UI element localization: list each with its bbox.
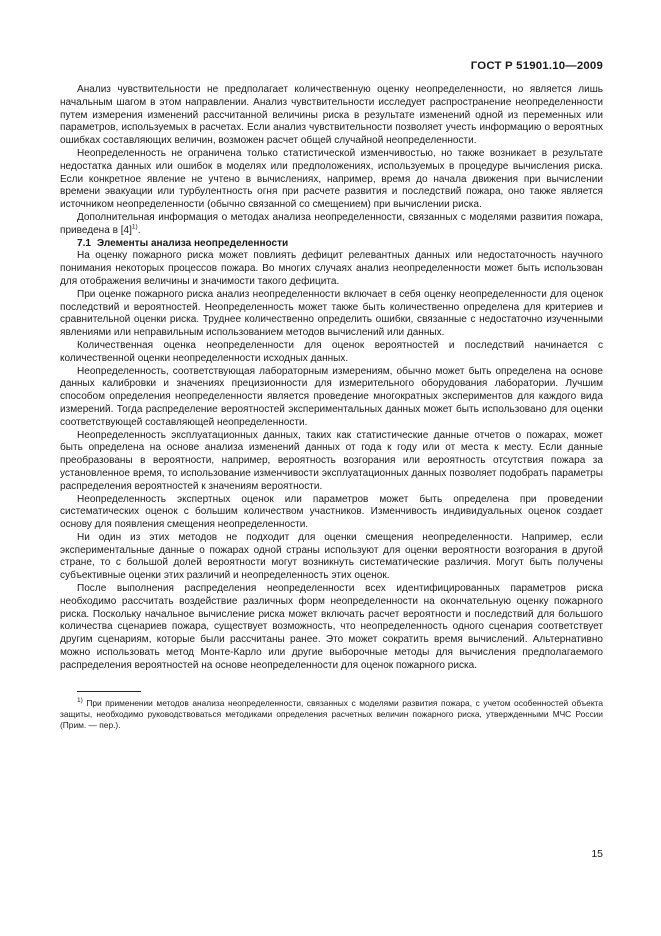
paragraph: Количественная оценка неопределенности для оценок вероятностей и последствий начинается с количественной оценки неопределенности исходных данных. <box>60 339 603 364</box>
paragraph-reference-end: . <box>137 224 141 236</box>
paragraph: Ни один из этих методов не подходит для оценки смещения неопределенности. Например, если экспериментальные данные о пожарах одной страны используют для оценки вероятности возгорания в другой стране, то с большой долей вероятности могут возникнуть систематические различия. Могут быть получены субъективные оценки этих различий и неопределенность этих оценок. <box>60 531 603 582</box>
footnote <box>60 698 603 732</box>
paragraph: На оценку пожарного риска может повлиять дефицит релевантных данных или недостаточность научного понимания некоторых процессов пожара. Во многих случаях анализ неопределенности может быть использован для отображения величины и значимости такого дефицита. <box>60 250 603 287</box>
paragraph-group-section <box>60 250 603 672</box>
section-title: Элементы анализа неопределенности <box>96 237 289 249</box>
section-heading <box>60 238 603 251</box>
paragraph: Неопределенность не ограничена только статистической изменчивостью, но также возникает в результате недостатка данных или ошибок в моделях или предположениях, используемых в процедуре вычисления риска. Если конкретное явление не учтено в вычислениях, например, время до начала движения при вычислении времени эвакуации или турбулентность огня при расчете развития и последствий пожара, оно также является источником неопределенности (обычно связанной со смещением) при вычислении риска. <box>60 147 603 211</box>
paragraph: Неопределенность экспертных оценок или параметров может быть определена при проведении систематических оценок с большим количеством участников. Изменчивость индивидуальных оценок создает основу для появления смещения неопределенности. <box>60 493 603 531</box>
footnote-reference-mark[interactable]: 1) <box>131 223 138 231</box>
document-header: ГОСТ Р 51901.10—2009 <box>470 60 603 72</box>
section-number: 7.1 <box>77 237 91 249</box>
paragraph: Анализ чувствительности не предполагает количественную оценку неопределенности, но является лишь начальным шагом в этом направлении. Анализ чувствительности исследует распространение неопределенности путем измерения изменений рассчитанной величины риска в результате изменений одной из переменных или параметров, используемых в расчетах. Если анализ чувствительности позволяет учесть информацию о вероятных ошибках составляющих величин, возможен расчет общей случайной неопределенности. <box>60 84 603 147</box>
footnote-text: При применении методов анализа неопределенности, связанных с моделями развития пожара, с учетом особенностей объекта защиты, необходимо руководствоваться методиками определения расчетных величин пожарного риска, утвержденными МЧС России (Прим. — пер.). <box>60 697 603 731</box>
paragraph-reference <box>60 212 603 238</box>
paragraph: При оценке пожарного риска анализ неопределенности включает в себя оценку неопределенности для оценок последствий и вероятностей. Неопределенность может также быть количественно определена для критериев и сравнительной оценки риска. Труднее количественно определить ошибки, связанные с недостаточно изученными явлениями или неправильным использованием методов вычислений или данных. <box>60 288 603 339</box>
paragraph-reference-text: Дополнительная информация о методах анализа неопределенности, связанных с моделями развития пожара, приведена в [4] <box>60 211 603 236</box>
body-text <box>60 84 603 673</box>
page-number: 15 <box>591 848 603 860</box>
paragraph-group-intro <box>60 84 603 212</box>
footnote-divider <box>77 691 141 692</box>
footnote-mark: 1) <box>77 696 83 704</box>
paragraph: Неопределенность эксплуатационных данных, таких как статистические данные отчетов о пожарах, может быть определена на основе анализа изменений данных от года к году или от места к месту. Если данные преобразованы в вероятности, например, вероятность возгорания или вероятность отсутствия пожара за установленное время, то использование изменчивости эксплуатационных данных позволяет подобрать параметры распределения вероятностей к значениям вероятности. <box>60 429 603 492</box>
paragraph: Неопределенность, соответствующая лабораторным измерениям, обычно может быть определена на основе данных калибровки и значениях прецизионности для измерительного оборудования лаборатории. Лучшим способом определения неопределенности является проведение многократных экспериментов для каждого вида измерений. Тогда распределение вероятностей экспериментальных данных может быть использовано для оценки соответствующей составляющей неопределенности. <box>60 365 603 428</box>
paragraph: После выполнения распределения неопределенности всех идентифицированных параметров риска необходимо рассчитать воздействие различных форм неопределенности на окончательную оценку пожарного риска. Поскольку начальное вычисление риска может включать расчет вероятности и последствий для большого количества сценариев пожара, существует возможность, что неопределенность одного сценария соответствует другим сценариям, которые были рассчитаны ранее. Это может сократить время вычислений. Альтернативно можно использовать метод Монте-Карло или другие выборочные методы для вычисления предполагаемого распределения вероятностей на основе неопределенности для оценок пожарного риска. <box>60 583 603 671</box>
